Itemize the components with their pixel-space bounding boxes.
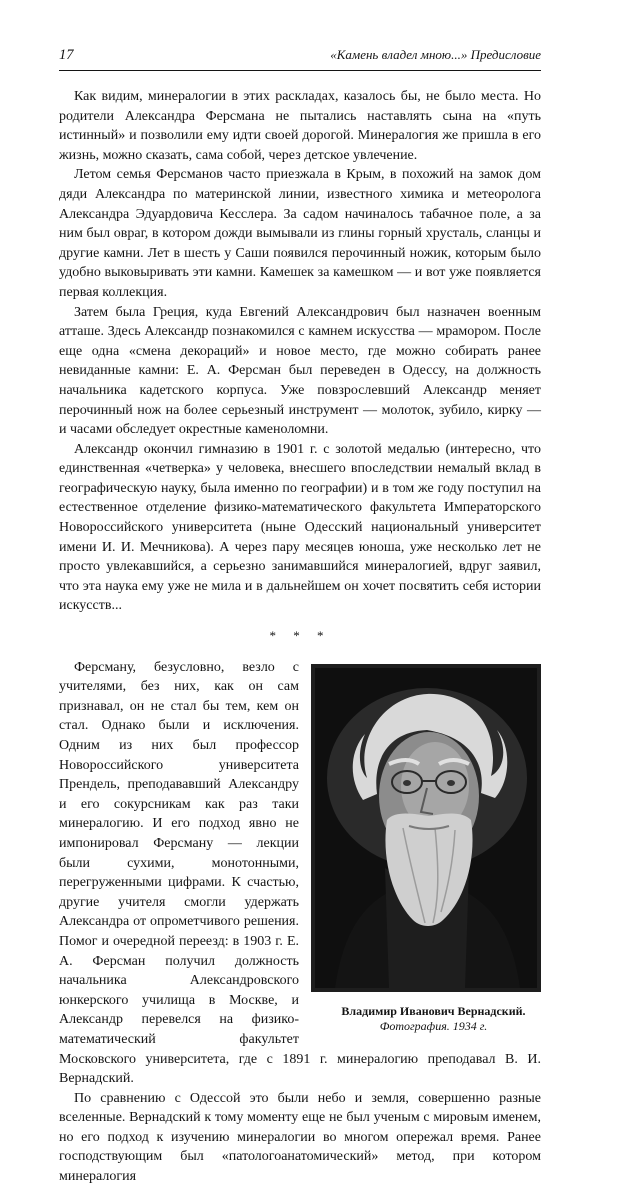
running-title: «Камень владел мною...» Предисловие [330, 47, 541, 62]
page-body [59, 87, 541, 1187]
portrait-illustration [315, 668, 537, 988]
paragraph: Затем была Греция, куда Евгений Александрович был назначен военным атташе. Здесь Александр познакомился с камнем искусства — мрамором. После еще одна «смена декораций» и новое место, где можно собирать ранее невиданные камни: Е. А. Ферсман был переведен в Одессу, на должность начальника кадетского корпуса. Уже повзрослевший Александр меняет перочинный нож на более серьезный инструмент — молоток, зубило, кирку — и часами обследует окрестные каменоломни. [59, 304, 541, 438]
paragraph: По сравнению с Одессой это были небо и земля, совершенно разные вселенные. Вернадский к тому моменту еще не был ученым с мировым именем, но его подход к изучению минералогии во многом опережал время. Ранее господствующим был «патологоанатомический» метод, при котором минералогия [59, 1090, 541, 1185]
caption-subtitle: Фотография. 1934 г. [379, 1018, 488, 1033]
paragraph: Летом семья Ферсманов часто приезжала в Крым, в похожий на замок дом дяди Александра по материнской линии, известного химика и метеоролога Александра Эдуардовича Кесслера. За садом начиналось табачное поле, а за ним был овраг, в котором дожди вымывали из глины горный хрусталь, сланцы и другие камни. Лет в шесть у Саши появился перочинный ножик, которым было удобно выковыривать эти камни. Камешек за камешком — и вот уже появляется первая коллекция. [59, 167, 541, 300]
paragraph [59, 658, 541, 1089]
section-separator: * * * [269, 628, 331, 644]
running-header [59, 47, 541, 63]
page-number: 17 [59, 47, 74, 63]
paragraph: Александр окончил гимназию в 1901 г. с золотой медалью (интересно, что единственная «четверка» у человека, внесшего впоследствии немалый вклад в географическую науку, была именно по географии) и в том же году поступил на естественное отделение физико-математического факультета Императорского Новороссийского университета (ныне Одесский национальный университет имени И. И. Мечникова). А через пару месяцев юноша, уже несколько лет не просто увлекавшийся, а серьезно занимавшийся минералогией, вдруг заявил, что эта наука ему уже не мила и в дальнейшем он хочет посвятить себя истории искусств... [59, 441, 541, 614]
paragraph-text: Ферсману, безусловно, везло с учителями, без них, как он сам признавал, он не стал бы тем, кем он стал. Однако были и исключения. Одним из них был профессор Новороссийского университета Прендель, преподававший Александру и его сокурсникам как раз таки минералогию. И его подход явно не импонировал Ферсману — лекции были сухими, монотонными, перегруженными цифрами. К счастью, другие учителя смогли удержать Александра от опрометчивого решения. Помог и очередной переезд: в 1903 г. Е. А. Ферсман получил должность начальника Александровского юнкерского училища в Москве, и Александр перевелся на физико-математический факультет Московского университета, где с 1891 г. минералогию преподавал В. И. Вернадский. [59, 659, 541, 1087]
portrait-photo [311, 664, 541, 992]
paragraph: Как видим, минералогии в этих раскладах, казалось бы, не было места. Но родители Александра Ферсмана не пытались наставлять сына на «путь истинный» и позволили ему идти своей дорогой. Минералогия же пришла в его жизнь, можно сказать, сама собой, через детское увлечение. [59, 89, 541, 163]
header-rule [59, 70, 541, 71]
figure-caption [311, 1004, 541, 1034]
portrait-figure [311, 664, 541, 1034]
caption-name: Владимир Иванович Вернадский. [341, 1003, 526, 1018]
